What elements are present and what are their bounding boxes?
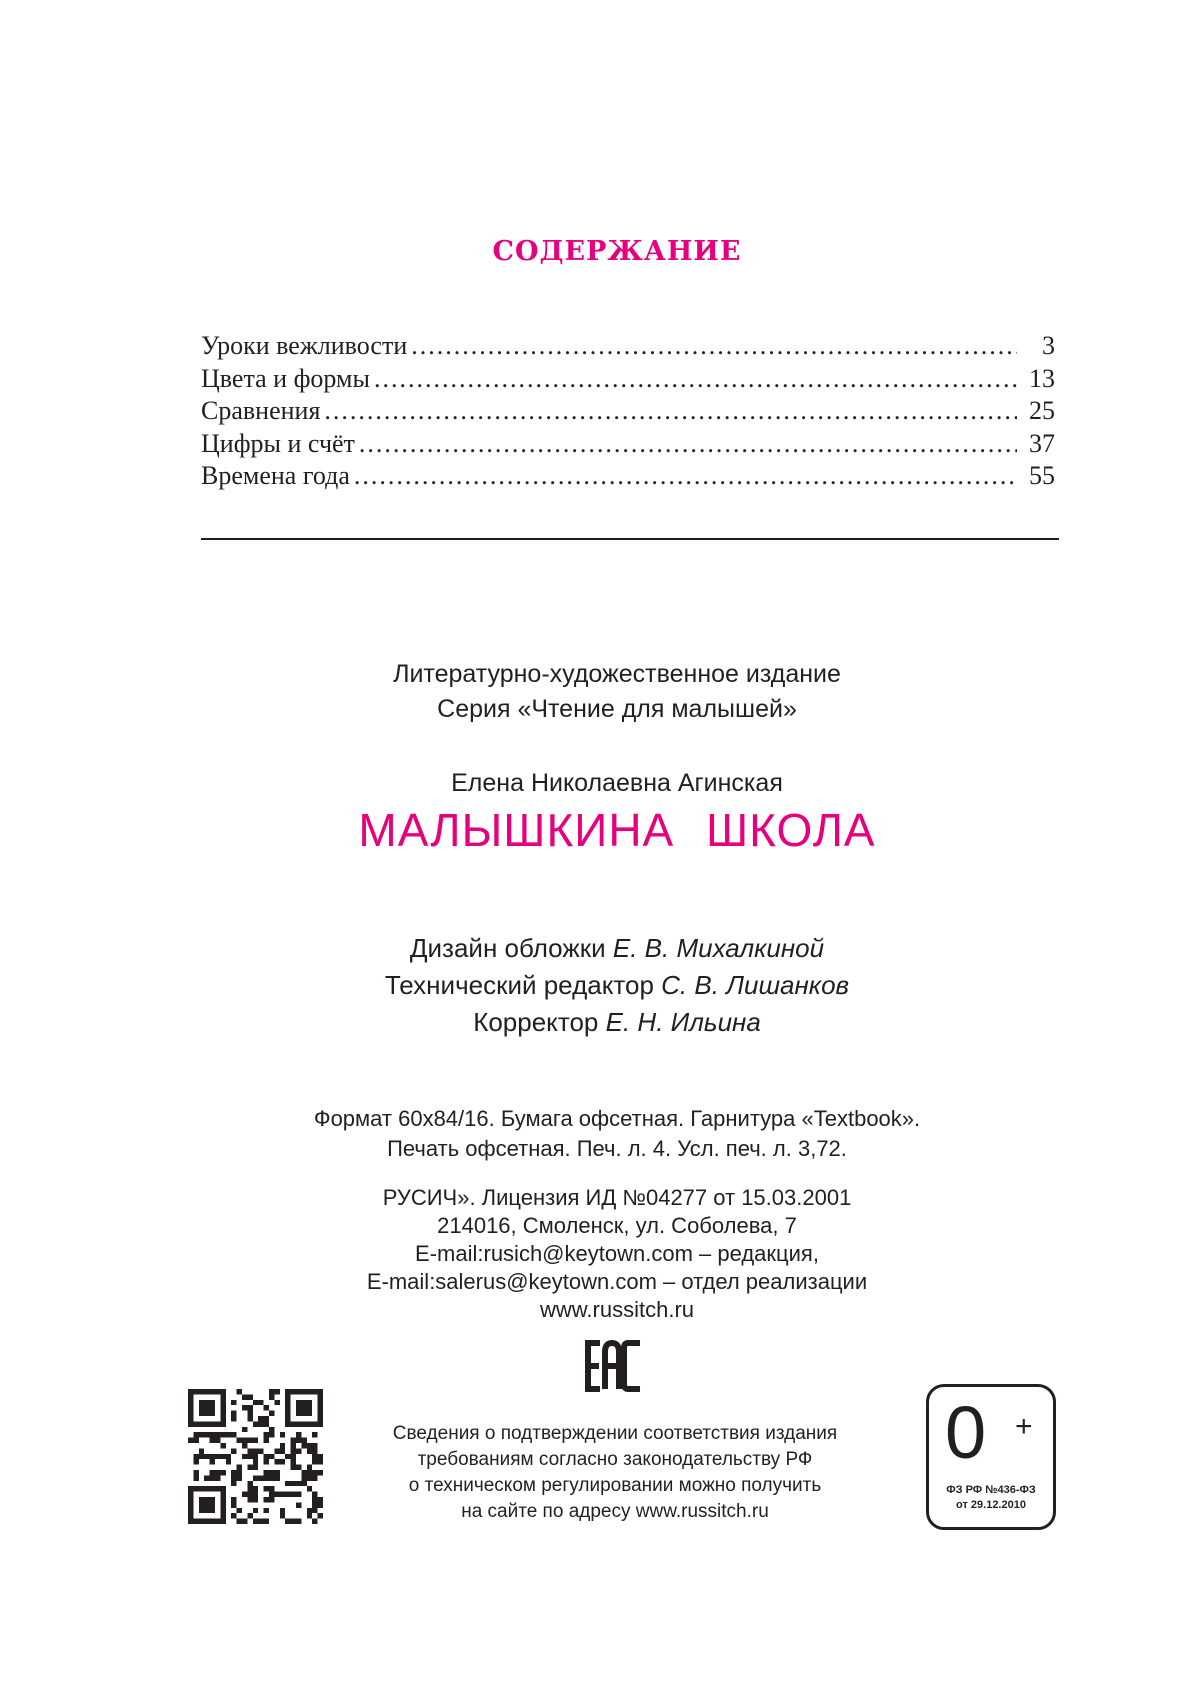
format-line: Печать офсетная. Печ. л. 4. Усл. печ. л. 3,72.	[387, 1136, 847, 1161]
credit-role: Технический редактор	[384, 970, 654, 1000]
publisher-line: РУСИЧ». Лицензия ИД №04277 от 15.03.2001	[382, 1185, 852, 1210]
toc-item-page: 37	[1029, 428, 1055, 458]
credit-line	[0, 930, 1200, 967]
toc-item[interactable]	[201, 363, 1055, 396]
format-line: Формат 60x84/16. Бумага офсетная. Гарнитура «Textbook».	[313, 1106, 921, 1131]
toc-leader-dots	[411, 330, 1017, 363]
credits	[0, 930, 1200, 1041]
toc-item[interactable]	[201, 460, 1055, 493]
conformity-info	[350, 1421, 880, 1525]
toc-item-label: Времена года	[201, 461, 350, 490]
conformity-line: Сведения о подтверждении соответствия издания	[392, 1423, 838, 1444]
credit-name: Е. В. Михалкиной	[612, 933, 825, 963]
publisher-email-editorial[interactable]: E-mail:rusich@keytown.com – редакция,	[415, 1241, 819, 1266]
age-rating-value: 0	[945, 1391, 987, 1474]
toc-title: СОДЕРЖАНИЕ	[492, 236, 742, 267]
toc-item-page: 55	[1029, 461, 1055, 490]
publisher-email-sales[interactable]: E-mail:salerus@keytown.com – отдел реализации	[366, 1269, 868, 1294]
toc-item-page: 3	[1042, 331, 1055, 360]
toc-item-label: Цифры и счёт	[201, 428, 355, 458]
credit-role: Корректор	[473, 1007, 599, 1037]
publisher-website[interactable]: www.russitch.ru	[539, 1297, 695, 1322]
toc-leader-dots	[324, 395, 1017, 428]
section-divider	[201, 538, 1059, 540]
toc-item[interactable]	[201, 330, 1055, 363]
toc-item-page: 25	[1029, 396, 1055, 425]
toc-leader-dots	[354, 460, 1017, 493]
credit-name: С. В. Лишанков	[661, 970, 850, 1000]
toc-item-label: Цвета и формы	[201, 363, 370, 393]
conformity-line: о техническом регулировании можно получить	[408, 1475, 822, 1496]
age-rating-badge	[926, 1384, 1056, 1530]
age-rating-law: ФЗ РФ №436-ФЗ	[946, 1484, 1036, 1496]
credit-name: Е. Н. Ильина	[605, 1007, 761, 1037]
toc-item[interactable]	[201, 428, 1055, 461]
toc-leader-dots	[374, 363, 1017, 396]
credit-role: Дизайн обложки	[409, 933, 606, 963]
toc-item-label: Сравнения	[201, 396, 321, 425]
format-info	[0, 1104, 1200, 1164]
author-name: Елена Николаевна Агинская	[451, 769, 783, 797]
table-of-contents	[201, 330, 1055, 493]
edition-type: Литературно-художественное издание	[393, 660, 841, 688]
conformity-line: требованиям согласно законодательству РФ	[417, 1449, 813, 1470]
eac-mark-icon	[584, 1340, 644, 1392]
toc-item-label: Уроки вежливости	[201, 331, 408, 360]
toc-leader-dots	[359, 428, 1017, 461]
publisher-info	[0, 1184, 1200, 1324]
credit-line	[0, 1004, 1200, 1041]
age-rating-date: от 29.12.2010	[956, 1499, 1026, 1511]
age-rating-plus: +	[1015, 1410, 1033, 1443]
conformity-line: на сайте по адресу www.russitch.ru	[461, 1501, 769, 1522]
publisher-line: 214016, Смоленск, ул. Соболева, 7	[437, 1213, 797, 1238]
qr-code-icon	[188, 1389, 323, 1524]
book-title: МАЛЫШКИНА ШКОЛА	[358, 804, 876, 856]
series-name: Серия «Чтение для малышей»	[437, 695, 797, 723]
credit-line	[0, 967, 1200, 1004]
toc-item-page: 13	[1029, 363, 1055, 393]
toc-item[interactable]	[201, 395, 1055, 428]
edition-info	[0, 657, 1200, 727]
